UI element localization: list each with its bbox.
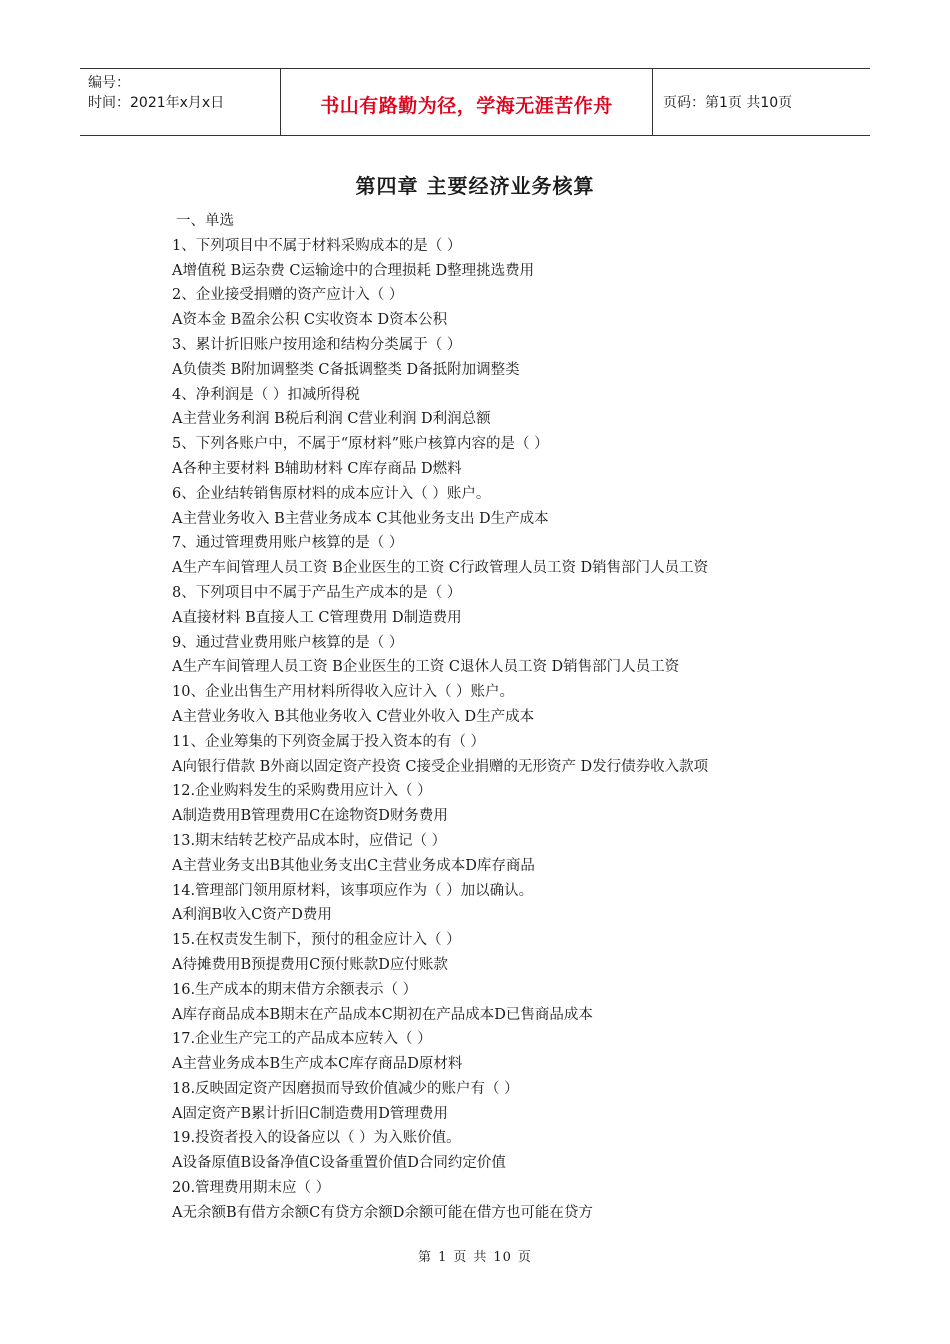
answer-options: A待摊费用B预提费用C预付账款D应付账款: [172, 956, 448, 973]
answer-options: A制造费用B管理费用C在途物资D财务费用: [172, 808, 448, 825]
page-footer: [0, 1246, 950, 1265]
answer-options: A增值税 B运杂费 C运输途中的合理损耗 D整理挑选费用: [172, 262, 535, 279]
header-page-info: [653, 69, 870, 135]
question-text: 11、企业筹集的下列资金属于投入资本的有（ ）: [172, 733, 486, 750]
question-text: 12.企业购料发生的采购费用应计入（ ）: [172, 783, 432, 800]
question-text: 8、下列项目中不属于产品生产成本的是（ ）: [172, 584, 462, 601]
answer-options: A生产车间管理人员工资 B企业医生的工资 C退休人员工资 D销售部门人员工资: [172, 659, 680, 676]
question-text: 19.投资者投入的设备应以（ ）为入账价值。: [172, 1130, 461, 1147]
question-text: 17.企业生产完工的产品成本应转入（ ）: [172, 1031, 432, 1048]
header-motto-cell: [280, 69, 653, 135]
answer-options: A主营业务成本B生产成本C库存商品D原材料: [172, 1056, 463, 1073]
page-header: [80, 68, 870, 136]
question-text: 2、企业接受捐赠的资产应计入（ ）: [172, 287, 404, 304]
question-text: 16.生产成本的期末借方余额表示（ ）: [172, 981, 418, 998]
time-label: 时间：2021年x月x日: [88, 95, 225, 111]
footer-page-unit: 页: [453, 1250, 468, 1265]
answer-options: A主营业务收入 B其他业务收入 C营业外收入 D生产成本: [172, 708, 535, 725]
question-text: 9、通过营业费用账户核算的是（ ）: [172, 634, 404, 651]
question-text: 18.反映固定资产因磨损而导致价值减少的账户有（ ）: [172, 1080, 519, 1097]
answer-options: A主营业务利润 B税后利润 C营业利润 D利润总额: [172, 411, 491, 428]
question-text: 7、通过管理费用账户核算的是（ ）: [172, 535, 404, 552]
footer-page-word: 第: [418, 1250, 433, 1265]
chapter-title: 第四章 主要经济业务核算: [355, 174, 595, 198]
answer-options: A负债类 B附加调整类 C备抵调整类 D备抵附加调整类: [172, 361, 520, 378]
question-text: 20.管理费用期末应（ ）: [172, 1180, 331, 1197]
page-info-text: 页码：第1页 共10页: [663, 95, 793, 111]
header-meta: [80, 69, 280, 135]
answer-options: A资本金 B盈余公积 C实收资本 D资本公积: [172, 312, 448, 329]
question-text: 1、下列项目中不属于材料采购成本的是（ ）: [172, 237, 462, 254]
motto-text: 书山有路勤为径，学海无涯苦作舟: [320, 94, 613, 117]
answer-options: A向银行借款 B外商以固定资产投资 C接受企业捐赠的无形资产 D发行债券收入款项: [172, 758, 709, 775]
footer-total-unit: 页: [517, 1250, 532, 1265]
footer-page-number: 1: [438, 1250, 448, 1265]
answer-options: A直接材料 B直接人工 C管理费用 D制造费用: [172, 609, 462, 626]
question-text: 4、净利润是（ ）扣减所得税: [172, 386, 360, 403]
answer-options: A主营业务收入 B主营业务成本 C其他业务支出 D生产成本: [172, 510, 549, 527]
answer-options: A固定资产B累计折旧C制造费用D管理费用: [172, 1105, 448, 1122]
question-text: 3、累计折旧账户按用途和结构分类属于（ ）: [172, 336, 462, 353]
footer-total-word: 共: [473, 1250, 488, 1265]
answer-options: A设备原值B设备净值C设备重置价值D合同约定价值: [172, 1155, 506, 1172]
question-text: 5、下列各账户中，不属于“原材料”账户核算内容的是（ ）: [172, 436, 549, 453]
question-list: [172, 209, 832, 1226]
question-text: 15.在权责发生制下，预付的租金应计入（ ）: [172, 932, 461, 949]
number-label: 编号：: [88, 75, 130, 91]
answer-options: A无余额B有借方余额C有贷方余额D余额可能在借方也可能在贷方: [172, 1204, 593, 1221]
answer-options: A库存商品成本B期末在产品成本C期初在产品成本D已售商品成本: [172, 1006, 593, 1023]
question-text: 13.期末结转艺校产品成本时，应借记（ ）: [172, 832, 447, 849]
answer-options: A各种主要材料 B辅助材料 C库存商品 D燃料: [172, 460, 462, 477]
section-heading: 一、单选: [176, 213, 234, 229]
answer-options: A利润B收入C资产D费用: [172, 907, 332, 924]
footer-total-number: 10: [493, 1250, 512, 1265]
question-text: 6、企业结转销售原材料的成本应计入（ ）账户。: [172, 485, 491, 502]
question-text: 14.管理部门领用原材料，该事项应作为（ ）加以确认。: [172, 882, 534, 899]
answer-options: A主营业务支出B其他业务支出C主营业务成本D库存商品: [172, 857, 535, 874]
answer-options: A生产车间管理人员工资 B企业医生的工资 C行政管理人员工资 D销售部门人员工资: [172, 560, 709, 577]
question-text: 10、企业出售生产用材料所得收入应计入（ ）账户。: [172, 684, 515, 701]
